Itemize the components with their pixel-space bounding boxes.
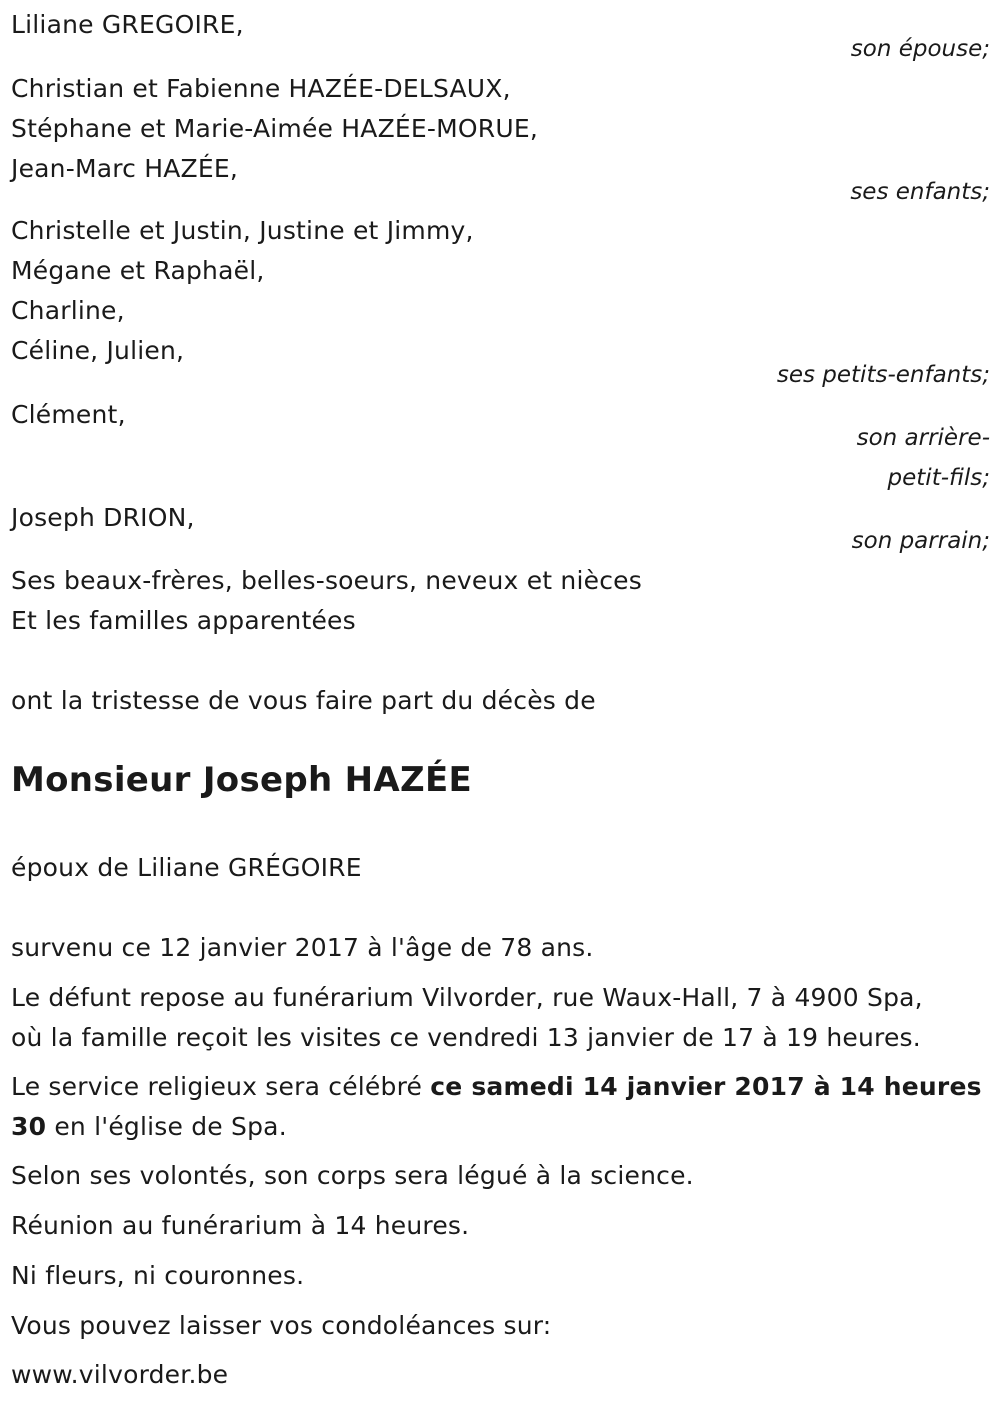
spouse-of: époux de Liliane GRÉGOIRE <box>11 853 362 882</box>
child-3: Jean-Marc HAZÉE, <box>11 154 239 183</box>
grandchild-3: Charline, <box>11 296 125 325</box>
grandchild-4: Céline, Julien, <box>11 336 185 365</box>
great-grandchild-role-2: petit-fils; <box>887 465 990 491</box>
grandchild-1: Christelle et Justin, Justine et Jimmy, <box>11 216 474 245</box>
service-date-bold: ce samedi 14 janvier 2017 à 14 heures <box>430 1072 982 1101</box>
service-suffix: en l'église de Spa. <box>46 1112 287 1141</box>
child-1: Christian et Fabienne HAZÉE-DELSAUX, <box>11 74 511 103</box>
deceased-name: Monsieur Joseph HAZÉE <box>11 760 473 800</box>
service-time-bold: 30 <box>11 1112 47 1141</box>
extended-family-2: Et les familles apparentées <box>11 606 356 635</box>
service-line-1 <box>11 1070 982 1104</box>
spouse-name: Liliane GREGOIRE, <box>11 10 244 39</box>
child-2: Stéphane et Marie-Aimée HAZÉE-MORUE, <box>11 114 538 143</box>
repose-line-2: où la famille reçoit les visites ce vendredi 13 janvier de 17 à 19 heures. <box>11 1023 921 1052</box>
website-link[interactable]: www.vilvorder.be <box>11 1360 229 1389</box>
godfather-name: Joseph DRION, <box>11 503 195 532</box>
godfather-role: son parrain; <box>851 528 990 554</box>
service-line-2 <box>11 1110 287 1144</box>
spouse-role: son épouse; <box>850 36 990 62</box>
children-role: ses enfants; <box>850 179 990 205</box>
passed-date: survenu ce 12 janvier 2017 à l'âge de 78 ans. <box>11 933 594 962</box>
service-prefix: Le service religieux sera célébré <box>11 1072 431 1101</box>
wishes: Selon ses volontés, son corps sera légué à la science. <box>11 1161 694 1190</box>
grandchild-2: Mégane et Raphaël, <box>11 256 265 285</box>
great-grandchild-role-1: son arrière- <box>856 425 990 451</box>
extended-family-1: Ses beaux-frères, belles-soeurs, neveux et nièces <box>11 566 642 595</box>
announcement-intro: ont la tristesse de vous faire part du décès de <box>11 686 596 715</box>
repose-line-1: Le défunt repose au funérarium Vilvorder, rue Waux-Hall, 7 à 4900 Spa, <box>11 983 923 1012</box>
grandchildren-role: ses petits-enfants; <box>776 362 990 388</box>
meeting: Réunion au funérarium à 14 heures. <box>11 1211 470 1240</box>
condolences: Vous pouvez laisser vos condoléances sur: <box>11 1311 552 1340</box>
great-grandchild: Clément, <box>11 400 126 429</box>
flowers: Ni fleurs, ni couronnes. <box>11 1261 305 1290</box>
